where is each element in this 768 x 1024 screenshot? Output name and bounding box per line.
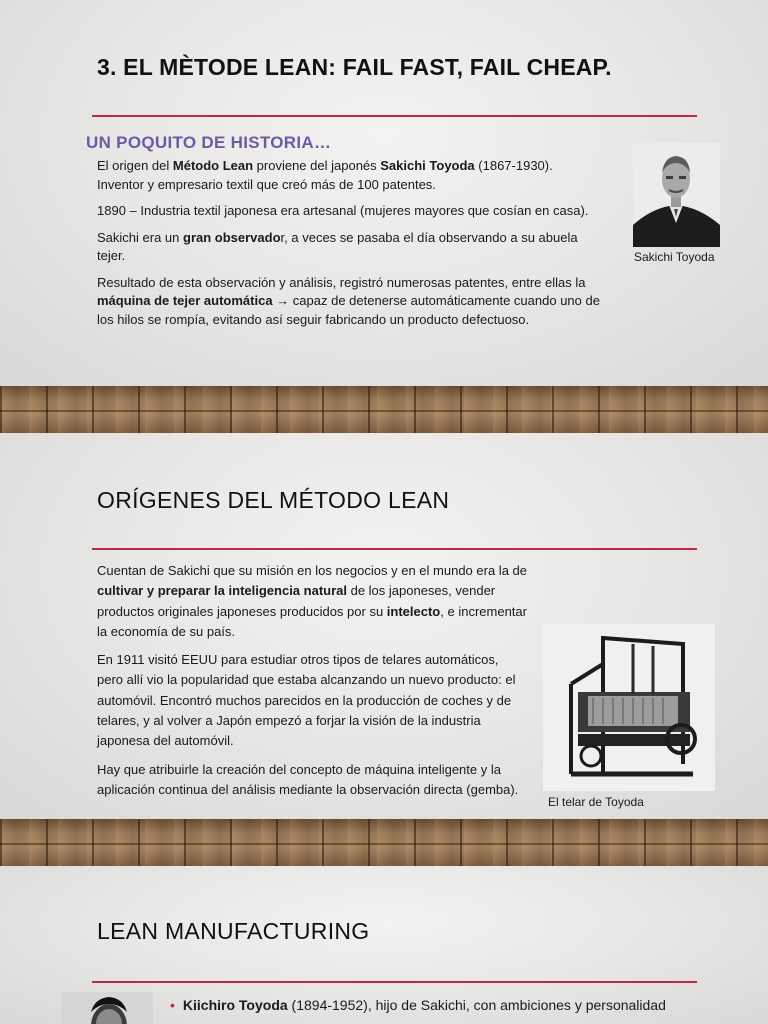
paragraph: En 1911 visitó EEUU para estudiar otros tipos de telares automáticos, pero allí vio la popularidad que estaba alcanzando un nuevo producto: el automóvil. Encontró muchos parecidos en la producción de coches y de telares, y al volver a Japón empezó a forjar la visión de la industria japonesa del automóvil. (97, 652, 516, 749)
kiichiro-portrait-photo (61, 992, 153, 1024)
slide-title: ORÍGENES DEL MÉTODO LEAN (97, 487, 450, 513)
title-divider (92, 548, 697, 550)
title-divider (92, 981, 697, 983)
slide-1 (0, 0, 768, 386)
slide-title: 3. EL MÈTODE LEAN: FAIL FAST, FAIL CHEAP. (97, 54, 612, 80)
paragraph: 1890 – Industria textil japonesa era artesanal (mujeres mayores que cosían en casa). (97, 203, 589, 218)
slide-body (97, 561, 527, 808)
photo-caption: El telar de Toyoda (548, 795, 644, 809)
slide-title: LEAN MANUFACTURING (97, 918, 370, 944)
bullet-item: • Kiichiro Toyoda (1894-1952), hijo de Sakichi, con ambiciones y personalidad (170, 997, 666, 1013)
wood-floor-divider (0, 819, 768, 866)
loom-photo (543, 624, 715, 791)
slide-body (97, 157, 602, 337)
slide-2 (0, 433, 768, 819)
loom-image (543, 624, 715, 791)
paragraph: Sakichi era un gran observador, a veces se pasaba el día observando a su abuela tejer. (97, 229, 578, 263)
bullet-icon: • (170, 997, 175, 1013)
wood-floor-divider (0, 386, 768, 433)
section-subheading: UN POQUITO DE HISTORIA… (86, 133, 332, 152)
portrait-image (633, 143, 720, 247)
paragraph: El origen del Método Lean proviene del japonés Sakichi Toyoda (1867-1930). Inventor y empresario textil que creó más de 100 patentes. (97, 158, 553, 192)
title-divider (92, 115, 697, 117)
paragraph: Cuentan de Sakichi que su misión en los negocios y en el mundo era la de cultivar y preparar la inteligencia natural de los japoneses, vender productos originales japoneses producidos por su intelecto, e incrementar la economía de su país. (97, 563, 527, 639)
sakichi-portrait-photo (633, 143, 720, 247)
photo-caption: Sakichi Toyoda (634, 250, 715, 264)
paragraph: Hay que atribuirle la creación del concepto de máquina inteligente y la aplicación continua del análisis mediante la observación directa (gemba). (97, 761, 519, 797)
portrait-image (61, 992, 153, 1024)
paragraph: Resultado de esta observación y análisis, registró numerosas patentes, entre ellas la máquina de tejer automática → capaz de detenerse automáticamente cuando uno de los hilos se rompía, evitando así seguir fabricando un producto defectuoso. (97, 274, 600, 327)
